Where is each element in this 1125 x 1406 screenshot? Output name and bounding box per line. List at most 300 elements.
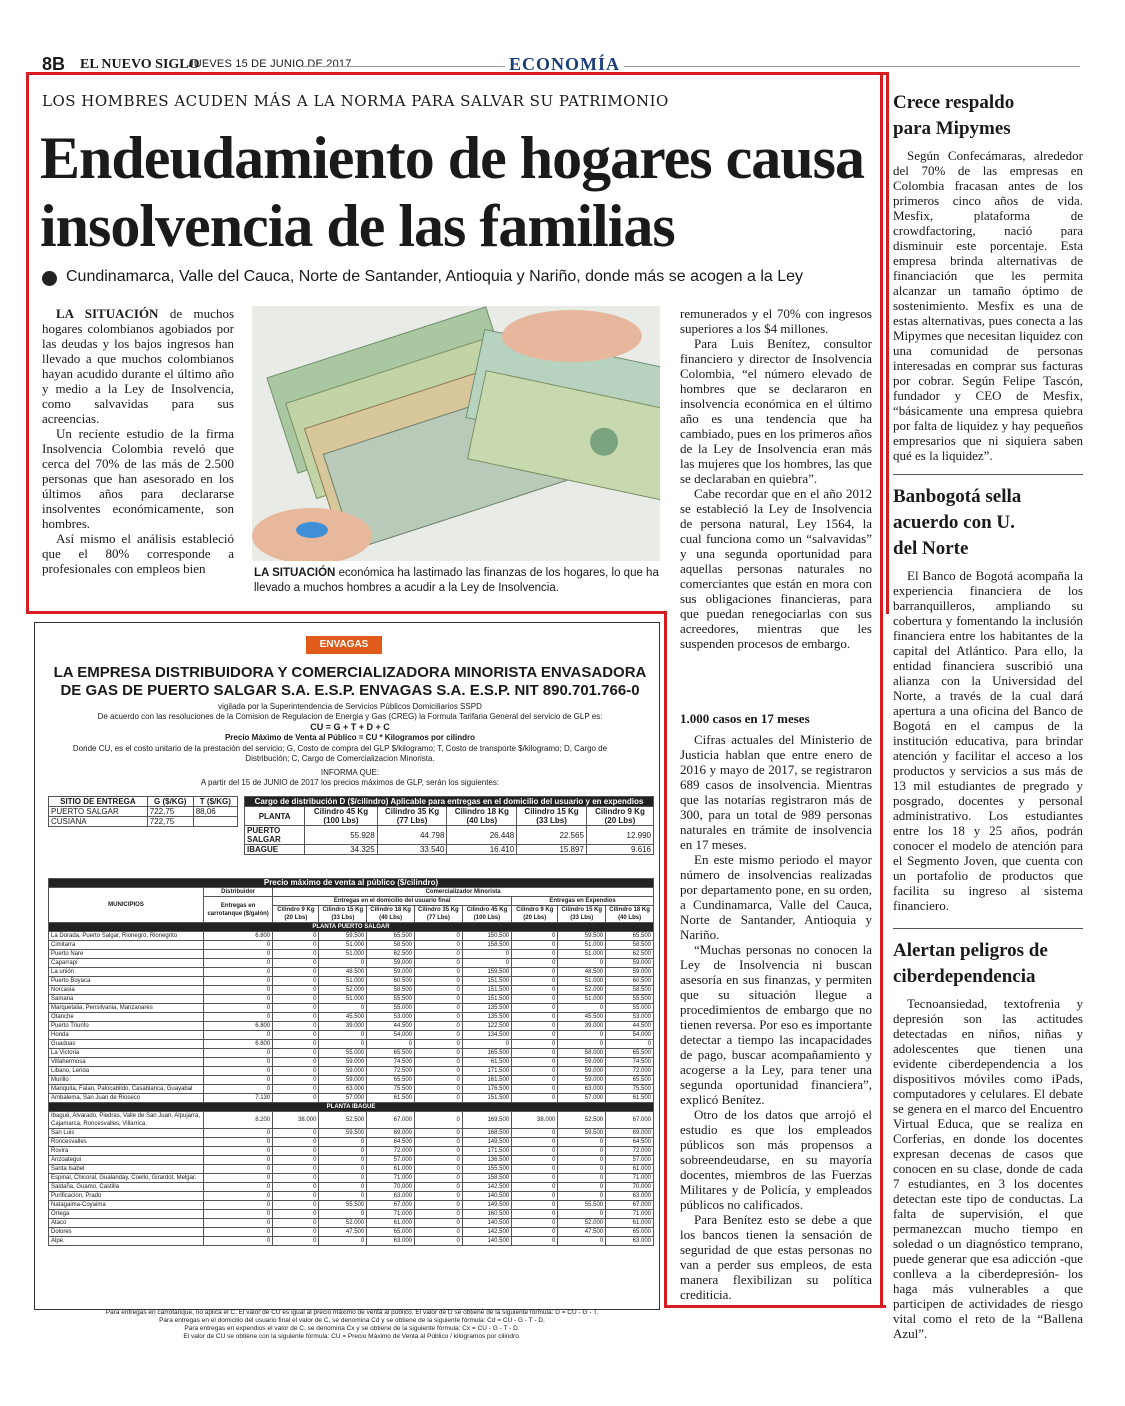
table-cell: 54.000 <box>367 1031 415 1040</box>
table-cell: 0 <box>204 1228 273 1237</box>
table-cell: 6.800 <box>204 932 273 941</box>
sidebar-text: Según Confecámaras, alrededor del 70% de las empresas en Colombia fracasan antes de los primeros cinco años de vida. Mesfix, plataforma de crowdfactoring, nació para disminuir este porcentaje. Esta empresa brinda alternativas de financiación que les permita alcanzar un tamaño óptimo de sostenimiento. Mesfix es una de estas alternativas, pues conecta a las Mipymes que necesitan liquidez con una comunidad de personas interesadas en comprar sus facturas por cobrar. Según Felipe Tascón, fundador y CEO de Mesfix, “básicamente una empresa quiebra por falta de liquidez y hay pequeños empresarios que ni siquiera saben qué es la liquidez”. <box>893 148 1083 463</box>
table-row <box>49 1174 654 1183</box>
table-cell: 0 <box>415 1085 463 1094</box>
table-cell: 51.000 <box>319 977 367 986</box>
notice-line: INFORMA QUE: <box>320 768 380 777</box>
table-cell: 57.000 <box>319 1094 367 1103</box>
table-cell <box>193 817 237 827</box>
table-cell: 75.500 <box>367 1085 415 1094</box>
table-cell: 72.500 <box>367 1067 415 1076</box>
table-title: Cargo de distribución D ($/cilindro) Aplicable para entregas en el domicilio del usuario y en expendios <box>245 797 654 807</box>
table-cell: 67.000 <box>367 1112 415 1129</box>
table-cell: 0 <box>558 1165 606 1174</box>
table-cell: 0 <box>415 1228 463 1237</box>
table-cell: 140.500 <box>462 1192 511 1201</box>
table-cell: Mariquita, Falan, Palocabildo, Casabianca, Guayabal <box>49 1085 204 1094</box>
table-cell: 0 <box>415 1219 463 1228</box>
table-cell: 44.798 <box>377 826 447 845</box>
table-cell: 52.000 <box>319 986 367 995</box>
table-header: Distribuidor <box>204 888 273 897</box>
table-cell: 58.500 <box>606 941 654 950</box>
table-cell: 74.500 <box>367 1058 415 1067</box>
table-cell: 0 <box>512 1237 558 1246</box>
table-cell: 169.500 <box>462 1112 511 1129</box>
table-cell: 0 <box>319 1183 367 1192</box>
highlight-frame-left <box>664 611 667 1308</box>
table-cell: Purificacion, Prado <box>49 1192 204 1201</box>
table-cell: Murillo <box>49 1076 204 1085</box>
table-row <box>49 1112 654 1129</box>
table-cell: 0 <box>512 1004 558 1013</box>
table-cell: 53.000 <box>606 1013 654 1022</box>
table-row <box>49 1210 654 1219</box>
table-cell: 0 <box>558 1040 606 1049</box>
table-cell: 0 <box>319 959 367 968</box>
table-cell: 59.500 <box>558 1129 606 1138</box>
table-header: Cilindro 18 Kg (40 Lbs) <box>447 807 517 826</box>
table-cell: 0 <box>273 1219 319 1228</box>
table-cell: CUSIANA <box>49 817 148 827</box>
table-cell: 0 <box>415 1031 463 1040</box>
table-cell: 142.500 <box>462 1183 511 1192</box>
table-row <box>49 1067 654 1076</box>
table-cell: Libano, Lerida <box>49 1067 204 1076</box>
article-headline: Endeudamiento de hogares causa insolvencia de las familias <box>40 125 865 259</box>
table-cell: 63.000 <box>558 1085 606 1094</box>
table-cell: 0 <box>512 1094 558 1103</box>
table-cell: 0 <box>558 1031 606 1040</box>
table-cell: 51.000 <box>558 995 606 1004</box>
table-cell: 149.500 <box>462 1138 511 1147</box>
table-cell: Ortega <box>49 1210 204 1219</box>
table-header: Cilindro 9 Kg (20 Lbs) <box>273 906 319 923</box>
table-cell: 48.500 <box>558 968 606 977</box>
table-cell: 0 <box>204 950 273 959</box>
table-cell: 0 <box>415 941 463 950</box>
table-cell: 0 <box>558 1174 606 1183</box>
table-cell: 72.000 <box>606 1067 654 1076</box>
table-cell: 0 <box>273 1094 319 1103</box>
table-cell: 65.500 <box>606 1049 654 1058</box>
table-cell: 150.500 <box>462 932 511 941</box>
envagas-logo: ENVAGAS <box>306 636 382 654</box>
table-cell: 0 <box>273 986 319 995</box>
highlight-frame-step <box>26 611 667 614</box>
table-cell: 0 <box>558 1192 606 1201</box>
table-cell: 55.928 <box>305 826 377 845</box>
footnote: El valor de CU se obtiene con la siguiente fórmula: CU = Precio Máximo de Venta al Público / kilogramos por cilindro. <box>183 1333 521 1340</box>
table-header: MUNICIPIOS <box>49 888 204 923</box>
table-row <box>49 1049 654 1058</box>
table-cell: 60.500 <box>367 977 415 986</box>
table-header: Cilindro 35 Kg (77 Lbs) <box>415 906 463 923</box>
table-cell: 136.500 <box>462 1156 511 1165</box>
table-cell: 0 <box>415 1174 463 1183</box>
table-cell: 0 <box>273 1031 319 1040</box>
table-cell: 0 <box>415 1013 463 1022</box>
notice-formula: Precio Máximo de Venta al Público = CU * Kilogramos por cilindro <box>224 733 476 742</box>
table-cell: 16.410 <box>447 845 517 855</box>
table-cell: 0 <box>319 1165 367 1174</box>
table-cell: 44.500 <box>367 1022 415 1031</box>
table-row <box>49 807 238 817</box>
table-cell: San Luis <box>49 1129 204 1138</box>
table-cell: 6.800 <box>204 1040 273 1049</box>
table-row <box>49 1085 654 1094</box>
table-cell: 38.000 <box>512 1112 558 1129</box>
table-cell: 0 <box>273 1022 319 1031</box>
table-cell: 160.500 <box>462 1210 511 1219</box>
table-cell: 51.000 <box>558 941 606 950</box>
table-cell: Norcasia <box>49 986 204 995</box>
table-header: Entregas en el domicilio del usuario final <box>273 897 512 906</box>
table-header: Cilindro 45 Kg (100 Lbs) <box>305 807 377 826</box>
table-cell: 51.000 <box>319 941 367 950</box>
table-cell: 0 <box>204 1210 273 1219</box>
table-row <box>49 1022 654 1031</box>
table-cell: 161.500 <box>462 1076 511 1085</box>
table-cell: Otanche <box>49 1013 204 1022</box>
table-cell: 0 <box>415 1237 463 1246</box>
table-cell: 0 <box>319 1147 367 1156</box>
table-cell: 63.000 <box>606 1192 654 1201</box>
table-header: SITIO DE ENTREGA <box>49 797 148 807</box>
sidebar-story-mipymes <box>893 90 1089 463</box>
table-cell: 51.000 <box>319 950 367 959</box>
notice-formula: CU = G + T + D + C <box>310 722 390 732</box>
table-cell: 0 <box>558 1156 606 1165</box>
photo-caption <box>254 566 664 596</box>
table-cell: 67.000 <box>606 1112 654 1129</box>
table-row <box>49 995 654 1004</box>
table-cell: 0 <box>273 1138 319 1147</box>
table-cell: 0 <box>204 1147 273 1156</box>
table-cell: Caparrapí <box>49 959 204 968</box>
page-number: 8B <box>42 54 66 74</box>
newspaper-name: EL NUEVO SIGLO <box>80 57 200 72</box>
table-cell: 0 <box>319 1174 367 1183</box>
table-cell: 0 <box>204 1183 273 1192</box>
table-cell: 0 <box>273 959 319 968</box>
table-cell: Puerto Nare <box>49 950 204 959</box>
table-cell: Puerto Boyaca <box>49 977 204 986</box>
table-row <box>49 932 654 941</box>
table-row <box>49 1228 654 1237</box>
table-cell: 0 <box>512 1165 558 1174</box>
table-row <box>49 1201 654 1210</box>
table-row <box>49 1004 654 1013</box>
table-cell: 58.000 <box>558 1049 606 1058</box>
table-cell: 0 <box>273 1183 319 1192</box>
paragraph: Otro de los datos que arrojó el estudio es que los empleados públicos son más propensos a sobreendeudarse, en su mayoría docentes, miembros de las Fuerzas Militares y de Policía, y empleados públicos no calificados. <box>680 1107 872 1212</box>
paragraph: “Muchas personas no conocen la Ley de Insolvencia ni buscan asesoría en sus finanzas, y permiten que su situación llegue a procedimientos de embargo que no tienen reversa. Por eso es importante detectar a tiempo las incapacidades de pago, buscar acompañamiento y acogerse a la Ley, para tener una segunda oportunidad financiera”, explicó Benítez. <box>680 942 872 1107</box>
paragraph: de muchos hogares colombianos agobiados por las deudas y los bajos ingresos han llevado a que muchos colombianos hayan acudido durante el último año y medio a la Ley de Insolvencia, como salvavidas para sus acreencias. <box>42 306 235 426</box>
table-cell: 0 <box>204 1067 273 1076</box>
notice-line: De acuerdo con las resoluciones de la Comision de Regulacion de Energia y Gas (CREG) la Formula Tarifaria General del servicio de GLP es: <box>97 712 603 721</box>
table-cell: 26.448 <box>447 826 517 845</box>
table-cell: 0 <box>558 1004 606 1013</box>
table-cell: 0 <box>415 1147 463 1156</box>
table-cell: 52.000 <box>558 1219 606 1228</box>
table-cell: Ataco <box>49 1219 204 1228</box>
table-cell: 57.000 <box>367 1156 415 1165</box>
table-cell: Santa Isabel <box>49 1165 204 1174</box>
table-row <box>49 1183 654 1192</box>
highlight-frame-right <box>880 72 883 1308</box>
table-cell: PUERTO SALGAR <box>245 826 305 845</box>
supply-cost-table <box>48 796 238 827</box>
table-cell: 0 <box>512 995 558 1004</box>
table-cell: 0 <box>462 950 511 959</box>
table-row <box>49 1156 654 1165</box>
table-cell: 69.000 <box>606 1129 654 1138</box>
table-header: T ($/KG) <box>193 797 237 807</box>
table-cell: 47.500 <box>319 1228 367 1237</box>
table-cell: 134.500 <box>462 1031 511 1040</box>
table-cell: 61.500 <box>462 1058 511 1067</box>
table-cell: 0 <box>415 1201 463 1210</box>
bullet-icon <box>42 271 57 286</box>
table-cell: 67.000 <box>606 1201 654 1210</box>
table-cell: 0 <box>415 986 463 995</box>
article-column-3b <box>680 732 872 1302</box>
table-cell: 57.000 <box>558 1094 606 1103</box>
table-row <box>49 968 654 977</box>
table-cell: 58.500 <box>367 941 415 950</box>
table-cell: 159.500 <box>462 968 511 977</box>
table-cell: 151.500 <box>462 977 511 986</box>
table-cell: 62.500 <box>606 950 654 959</box>
table-cell: 12.990 <box>586 826 653 845</box>
table-cell: 722,75 <box>147 807 193 817</box>
table-cell: 722,75 <box>147 817 193 827</box>
table-row <box>49 1192 654 1201</box>
table-cell: 0 <box>273 995 319 1004</box>
table-cell: 0 <box>415 959 463 968</box>
table-cell: 0 <box>462 959 511 968</box>
table-cell: 65.500 <box>606 932 654 941</box>
table-cell: Espinal, Chicoral, Gualanday, Coello, Girardot, Melgar. <box>49 1174 204 1183</box>
table-cell: 122.500 <box>462 1022 511 1031</box>
table-cell: 7.130 <box>204 1094 273 1103</box>
table-row <box>49 959 654 968</box>
article-column-1 <box>42 306 234 576</box>
table-cell: 0 <box>415 995 463 1004</box>
table-cell: 0 <box>273 941 319 950</box>
table-cell: 0 <box>415 1022 463 1031</box>
table-row <box>49 941 654 950</box>
section-title: ECONOMÍA <box>505 54 624 75</box>
paragraph: Un reciente estudio de la firma Insolvencia Colombia reveló que cerca del 70% de las más de 2.500 personas que han asesorado en los últimos años para declararse insolventes económicamente, son hombres. <box>42 426 234 531</box>
table-cell: 0 <box>204 1201 273 1210</box>
table-cell: 0 <box>204 1138 273 1147</box>
table-row <box>49 1219 654 1228</box>
table-row <box>49 1076 654 1085</box>
table-cell: 88,06 <box>193 807 237 817</box>
table-cell: 0 <box>273 1156 319 1165</box>
max-price-table <box>48 878 654 1246</box>
table-cell: 0 <box>415 1067 463 1076</box>
table-cell: 0 <box>319 1040 367 1049</box>
table-header: Cilindro 9 Kg (20 Lbs) <box>586 807 653 826</box>
paragraph: Para Benítez esto se debe a que los bancos tienen la sensación de seguridad de que estas personas no van a perder sus empleos, de esta manera flexibilizan su política crediticia. <box>680 1212 872 1302</box>
table-cell: 0 <box>273 977 319 986</box>
table-cell: 52.500 <box>558 1112 606 1129</box>
table-cell: 0 <box>558 1138 606 1147</box>
table-cell: 151.500 <box>462 995 511 1004</box>
table-cell: 0 <box>558 1147 606 1156</box>
table-cell: 65.000 <box>606 1228 654 1237</box>
table-header: Cilindro 9 Kg (20 Lbs) <box>512 906 558 923</box>
table-cell: 61.500 <box>606 1094 654 1103</box>
table-cell: 0 <box>273 1058 319 1067</box>
table-cell: 0 <box>558 1210 606 1219</box>
notice-line: Donde CU, es el costo unitario de la prestación del servicio; G, Costo de compra del GLP $/kilogramo; T, Costo de transporte $/kilogramo; D, Cargo de Distribución; C, Cargo de Comercializacion Minorista. <box>72 744 608 763</box>
table-cell: 0 <box>558 1183 606 1192</box>
table-cell: 0 <box>204 1192 273 1201</box>
table-cell: 0 <box>204 1165 273 1174</box>
table-cell: 54.000 <box>606 1031 654 1040</box>
table-row <box>49 1013 654 1022</box>
table-cell: 0 <box>512 932 558 941</box>
table-cell: 0 <box>273 1174 319 1183</box>
table-cell: 55.500 <box>367 995 415 1004</box>
table-cell: La Victoria <box>49 1049 204 1058</box>
table-cell: Saldaña, Guamo, Castilla <box>49 1183 204 1192</box>
table-cell: 59.500 <box>319 932 367 941</box>
table-cell: 15.897 <box>517 845 587 855</box>
table-cell: 74.500 <box>606 1058 654 1067</box>
table-cell: 0 <box>204 959 273 968</box>
table-cell: 0 <box>204 1129 273 1138</box>
table-cell: 39.000 <box>558 1022 606 1031</box>
table-header: Cilindro 15 Kg (33 Lbs) <box>517 807 587 826</box>
table-cell: 135.500 <box>462 1013 511 1022</box>
table-cell: Natagaima-Coyaima <box>49 1201 204 1210</box>
table-cell: Guaduas <box>49 1040 204 1049</box>
table-cell: 0 <box>512 1085 558 1094</box>
table-cell: 0 <box>415 1004 463 1013</box>
table-cell: 0 <box>512 1138 558 1147</box>
sidebar-story-ciberdependencia <box>893 938 1089 1341</box>
article-kicker: LOS HOMBRES ACUDEN MÁS A LA NORMA PARA SALVAR SU PATRIMONIO <box>42 92 669 110</box>
table-cell: 75.500 <box>606 1085 654 1094</box>
table-cell: 59.000 <box>367 959 415 968</box>
table-cell: 59.000 <box>606 959 654 968</box>
table-cell: 0 <box>273 1049 319 1058</box>
table-row <box>49 1031 654 1040</box>
table-header: Cilindro 18 Kg (40 Lbs) <box>367 906 415 923</box>
table-cell: 0 <box>415 1049 463 1058</box>
table-cell: Anzoategui <box>49 1156 204 1165</box>
table-cell: 140.500 <box>462 1219 511 1228</box>
notice-line: A partir del 15 de JUNIO de 2017 los precios máximos de GLP, serán los siguientes: <box>200 778 500 787</box>
table-cell: 0 <box>319 1004 367 1013</box>
table-cell: La Dorada, Puerto Salgar, Rionegro, Rionegrito <box>49 932 204 941</box>
table-row <box>245 826 654 845</box>
table-band <box>49 923 654 932</box>
table-cell: 65.500 <box>606 1076 654 1085</box>
table-cell: 0 <box>204 1031 273 1040</box>
table-cell: 59.500 <box>319 1129 367 1138</box>
notice-line: vigilada por la Superintendencia de Servicios Públicos Domiciliarios SSPD <box>218 702 482 711</box>
paragraph: Cifras actuales del Ministerio de Justicia hablan que entre enero de 2016 y mayo de 2017, se registraron 689 casos de insolvencia. Mientras que las notarías registraron más de 300, para un total de 989 personas naturales en trámite de insolvencia en 17 meses. <box>680 732 872 852</box>
table-cell: 0 <box>415 950 463 959</box>
table-cell: 59.000 <box>319 1076 367 1085</box>
table-cell: 52.000 <box>558 986 606 995</box>
table-cell: 0 <box>319 1138 367 1147</box>
table-cell: 59.000 <box>367 968 415 977</box>
table-cell: 45.500 <box>319 1013 367 1022</box>
table-cell: 0 <box>512 1156 558 1165</box>
table-cell: 71.000 <box>367 1174 415 1183</box>
table-cell: 62.500 <box>367 950 415 959</box>
table-cell: 65.500 <box>367 1049 415 1058</box>
table-cell: 63.000 <box>606 1237 654 1246</box>
table-cell: Villahermosa <box>49 1058 204 1067</box>
table-cell: 0 <box>273 1237 319 1246</box>
table-cell: IBAGUE <box>245 845 305 855</box>
table-cell: 59.000 <box>319 1067 367 1076</box>
sidebar-text: Tecnoansiedad, textofrenia y depresión son las actitudes detectadas en niños, niñas y adolescentes que tienen una evidente ciberdependencia a los dispositivos móviles como iPads, computadores y celulares. El debate se genera en el marco del Encuentro Virtual Educa, que se realiza en Corferias, en donde los docentes expresan decenas de casos que conocen en su clase, donde de cada 7 estudiantes, en 3 los docentes detectan este tipo de conductas. La falta de supervisión, el que permanezcan mucho tiempo en soledad o un diagnóstico temprano, puede generar que esa adicción -que conlleva a la ciberdepresión- los haga más vulnerables a que participen de actividades de riesgo vital como el reto de la “Ballena Azul”. <box>893 996 1083 1341</box>
table-cell: PUERTO SALGAR <box>49 807 148 817</box>
table-row <box>49 950 654 959</box>
table-cell: 45.500 <box>558 1013 606 1022</box>
table-cell: 59.000 <box>558 1058 606 1067</box>
paragraph: Para Luis Benítez, consultor financiero y director de Insolvencia Colombia, “el número elevado de hombres que se declararon en insolvencia económica en el último año es una tendencia que ha cambiado, pues en los primeros años de la Ley de Insolvencia eran más las mujeres que los hombres, las que se declaraban en quiebra”. <box>680 336 872 486</box>
table-cell: 0 <box>367 1040 415 1049</box>
table-cell: 8.200 <box>204 1112 273 1129</box>
table-cell: 140.500 <box>462 1237 511 1246</box>
table-cell: 171.500 <box>462 1067 511 1076</box>
table-title: Precio máximo de venta al público ($/cilindro) <box>49 879 654 888</box>
table-cell: 52.000 <box>319 1219 367 1228</box>
table-cell: 0 <box>204 1174 273 1183</box>
table-cell: 165.500 <box>462 1049 511 1058</box>
table-cell: 0 <box>415 1094 463 1103</box>
table-cell: 71.000 <box>367 1210 415 1219</box>
table-cell: 0 <box>204 1058 273 1067</box>
table-row <box>49 1094 654 1103</box>
header-rule <box>300 66 1080 67</box>
table-cell: 69.000 <box>367 1129 415 1138</box>
table-cell: 22.565 <box>517 826 587 845</box>
table-cell: 135.500 <box>462 1004 511 1013</box>
table-cell: 0 <box>204 995 273 1004</box>
table-cell: 0 <box>512 1192 558 1201</box>
article-column-3 <box>680 306 872 651</box>
table-cell: 58.500 <box>606 986 654 995</box>
table-cell: 72.000 <box>606 1147 654 1156</box>
table-cell: 0 <box>273 1165 319 1174</box>
table-cell: 0 <box>415 1112 463 1129</box>
table-cell: Roncesvalles <box>49 1138 204 1147</box>
table-cell: 59.000 <box>558 1067 606 1076</box>
table-cell: 176.500 <box>462 1085 511 1094</box>
table-cell: 0 <box>558 1237 606 1246</box>
band-label: PLANTA IBAGUE <box>49 1103 654 1112</box>
table-cell: 0 <box>512 1040 558 1049</box>
notice-title: LA EMPRESA DISTRIBUIDORA Y COMERCIALIZADORA MINORISTA ENVASADORA DE GAS DE PUERTO SALGAR S.A. E.S.P. ENVAGAS S.A. E.S.P. NIT 890.701.766-0 <box>53 664 647 699</box>
table-cell: 51.000 <box>558 950 606 959</box>
table-cell: 0 <box>512 1183 558 1192</box>
highlight-frame-bottom <box>664 1305 886 1308</box>
table-cell: 51.000 <box>319 995 367 1004</box>
table-cell: 158.500 <box>462 941 511 950</box>
table-cell: 0 <box>558 959 606 968</box>
table-cell: 168.500 <box>462 1129 511 1138</box>
